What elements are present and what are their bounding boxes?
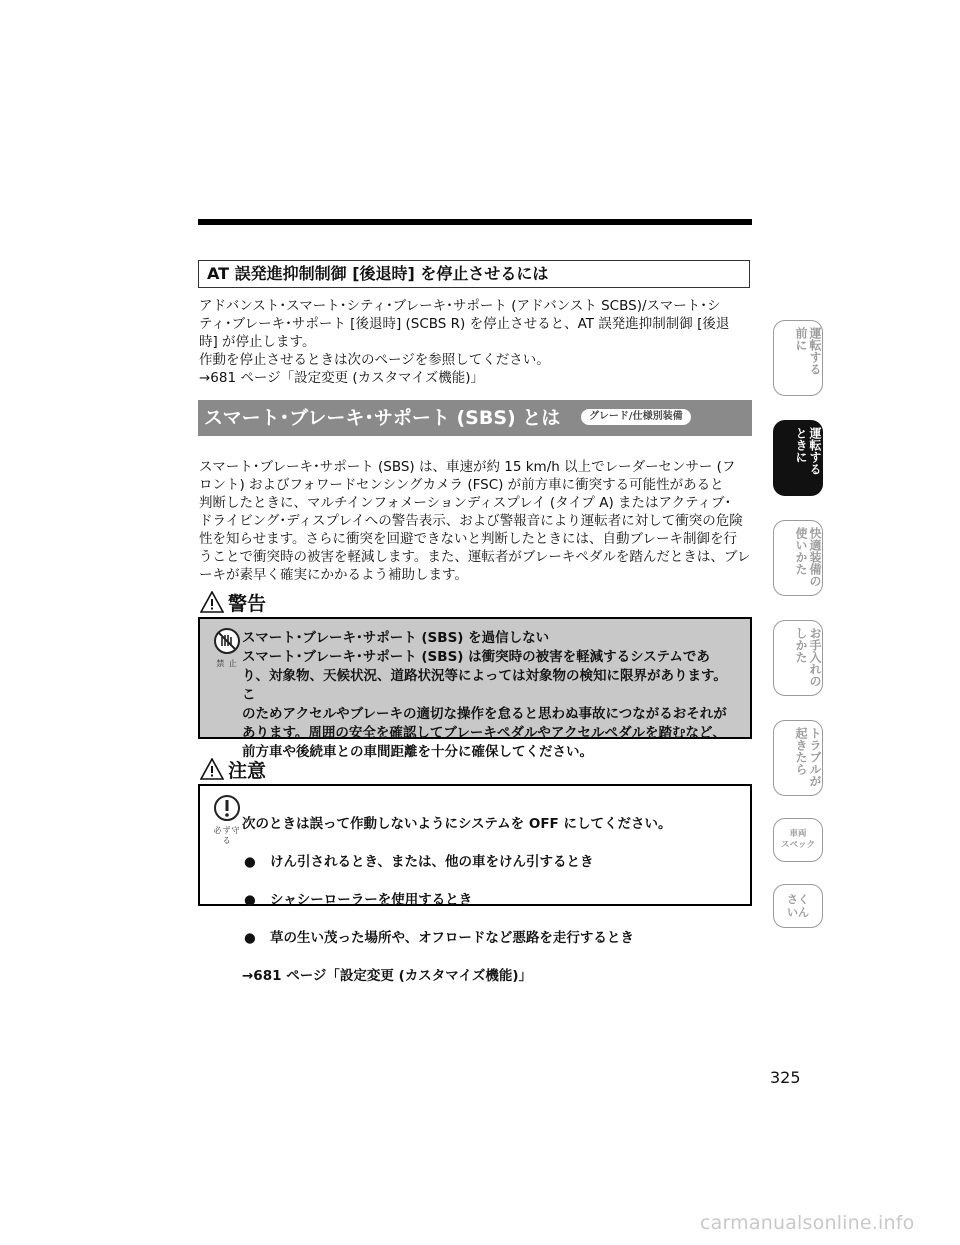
caution-reference: →681 ページ「設定変更 (カスタマイズ機能)」 (242, 968, 533, 984)
warning-title: 警告 (228, 593, 267, 615)
tab-while-driving[interactable] (773, 420, 823, 496)
prohibited-label: 禁 止 (216, 659, 238, 668)
section1-body: アドバンスト･スマート･シティ･ブレーキ･サポート (アドバンスト SCBS)/スマート･シ ティ･ブレーキ･サポート [後退時] (SCBS R) を停止させると、AT 誤発進抑制制御 [後退 時] が停止します。 作動を停止させるときは次のページを参照してください。 →681 ページ「設定変更 (カスタマイズ機能)」 (199, 298, 730, 386)
mandatory-icon (213, 794, 241, 822)
tab-label: 運転する 前に (794, 327, 822, 375)
tab-label: トラブルが 起きたら (794, 727, 822, 787)
caution-content (242, 796, 740, 1005)
caution-bullet: ● 草の生い茂った場所や、オフロードなど悪路を走行するとき (244, 930, 634, 946)
section1-heading: AT 誤発進抑制制御 [後退時] を停止させるには (198, 260, 750, 288)
section2-title: スマート･ブレーキ･サポート (SBS) とは (204, 407, 561, 429)
caution-intro: 次のときは誤って作動しないようにシステムを OFF にしてください。 (242, 816, 672, 832)
caution-box (198, 784, 752, 984)
tab-label: 車両 スペック (780, 829, 815, 850)
tab-label: 運転する ときに (794, 427, 822, 475)
caution-heading (200, 758, 266, 783)
warning-heading (200, 591, 266, 616)
mandatory-label: 必ず守る (213, 826, 241, 845)
tab-maintenance[interactable] (773, 620, 823, 696)
warning-triangle-icon (200, 591, 224, 613)
watermark: carmanualsonline.info (700, 1212, 915, 1234)
top-rule (198, 219, 752, 225)
warning-text: スマート･ブレーキ･サポート (SBS) を過信しない スマート･ブレーキ･サポート (SBS) は衝突時の被害を軽減するシステムであ り、対象物、天候状況、道路状況等によっては対象物の検知に限界があります。こ のためアクセルやブレーキの適切な操作を怠ると思わぬ事故につながるおそれが あります。周囲の安全を確認してブレーキペダルやアクセルペダルを踏むなど、 前方車や後続車との車間距離を十分に確保してください。 (242, 630, 727, 760)
caution-triangle-icon (200, 758, 224, 780)
caution-bullet: ● けん引されるとき、または、他の車をけん引するとき (244, 854, 594, 870)
caution-bullet: ● シャシーローラーを使用するとき (244, 892, 473, 908)
page-number: 325 (770, 1068, 801, 1087)
tab-index[interactable] (773, 884, 823, 928)
tab-label: 快適装備の 使いかた (794, 527, 822, 587)
tab-label: お手入れの しかた (794, 627, 822, 687)
prohibited-icon (213, 627, 241, 655)
tab-vehicle-spec[interactable] (773, 818, 823, 862)
warning-box (198, 617, 752, 760)
prohibited-icon-wrap (210, 627, 244, 669)
tab-before-driving[interactable] (773, 320, 823, 396)
caution-title: 注意 (228, 760, 267, 782)
tab-comfort-features[interactable] (773, 520, 823, 596)
tab-label: さく いん (787, 893, 809, 919)
section2-body: スマート･ブレーキ･サポート (SBS) は、車速が約 15 km/h 以上でレーダーセンサー (フ ロント) およびフォワードセンシングカメラ (FSC) が前方車に衝突する可能性があると 判断したときに、マルチインフォメーションディスプレイ (タイプ A) またはアクティブ･ ドライビング･ディスプレイへの警告表示、および警報音により運転者に対して衝突の危険 性を知らせます。さらに衝突を回避できないと判断したときには、自動ブレーキ制御を行 うことで衝突時の被害を軽減します。また、運転者がブレーキペダルを踏んだときは、ブレ ーキが素早く確実にかかるよう補助します。 (199, 459, 751, 583)
section2-heading (198, 400, 752, 436)
mandatory-icon-wrap (210, 794, 244, 846)
grade-badge: グレード/仕様別装備 (581, 409, 691, 425)
tab-troubleshooting[interactable] (773, 720, 823, 796)
